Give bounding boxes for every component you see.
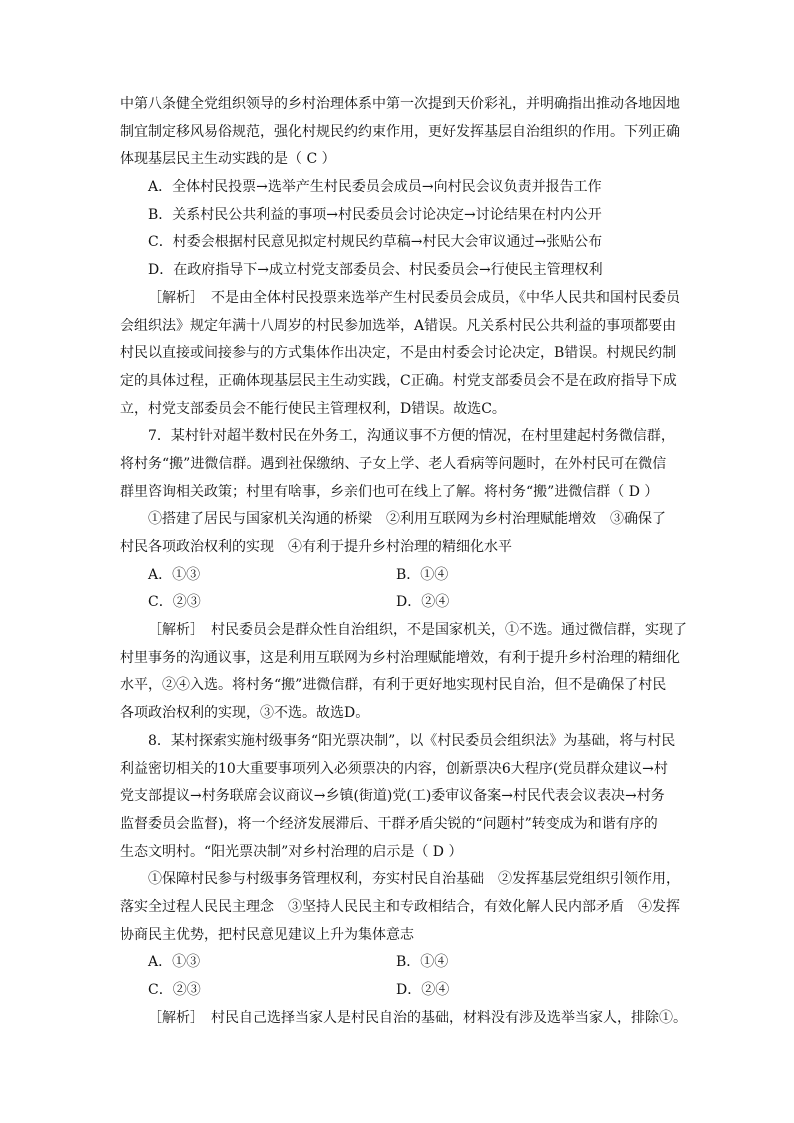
- text-line: 中第八条健全党组织领导的乡村治理体系中第一次提到天价彩礼，并明确指出推动各地因地: [120, 96, 680, 112]
- question-stem: 将村务“搬”进微信群。遇到社保缴纳、子女上学、老人看病等问题时，在外村民可在微信: [120, 455, 667, 472]
- question-7: [120, 423, 687, 728]
- question-stem: 8．某村探索实施村级事务“阳光票决制”，以《村民委员会组织法》为基础，将与村民: [148, 732, 676, 749]
- choice-row: [120, 977, 676, 1005]
- option-b: B．关系村民公共利益的事项→村民委员会讨论决定→讨论结果在村内公开: [148, 206, 602, 223]
- question-stem: 7．某村针对超半数村民在外务工，沟通议事不方便的情况，在村里建起村务微信群，: [148, 428, 675, 445]
- analysis-line: 水平，②④入选。将村务“搬”进微信群，有利于更好地实现村民自治，但不是确保了村民: [120, 677, 667, 694]
- statement-items: 协商民主优势，把村民意见建议上升为集体意志: [120, 926, 414, 943]
- analysis-line: 村民以直接或间接参与的方式集体作出决定，不是由村委会讨论决定，B错误。村规民约制: [120, 345, 677, 362]
- statement-items: ①搭建了居民与国家机关沟通的桥梁 ②利用互联网为乡村治理赋能增效 ③确保了: [148, 511, 666, 528]
- question-stem: 党支部提议→村务联席会议商议→乡镇(街道)党(工)委审议备案→村民代表会议表决→村务: [120, 788, 665, 805]
- choice-d: D．②④: [396, 594, 450, 611]
- option-a: A．全体村民投票→选举产生村民委员会成员→向村民会议负责并报告工作: [148, 179, 602, 196]
- question-8: [120, 728, 687, 1033]
- statement-items: 落实全过程人民民主理念 ③坚持人民民主和专政相结合，有效化解人民内部矛盾 ④发挥: [120, 898, 680, 915]
- choice-row: [120, 589, 676, 617]
- page-content: [120, 91, 687, 1032]
- choice-d: D．②④: [396, 982, 450, 998]
- analysis-line: ［解析］ 村民自己选择当家人是村民自治的基础，材料没有涉及选举当家人，排除①。: [148, 1009, 687, 1026]
- question-stem: 利益密切相关的10大重要事项列入必须票决的内容，创新票决6大程序(党员群众建议→村: [120, 760, 668, 777]
- choice-row: [120, 562, 676, 590]
- option-d: D．在政府指导下→成立村党支部委员会、村民委员会→行使民主管理权利: [148, 262, 603, 279]
- statement-items: ①保障村民参与村级事务管理权利，夯实村民自治基础 ②发挥基层党组织引领作用，: [148, 871, 680, 888]
- choice-row: [120, 949, 676, 977]
- analysis-line: 村里事务的沟通议事，这是利用互联网为乡村治理赋能增效，有利于提升乡村治理的精细化: [120, 649, 680, 666]
- analysis-line: 定的具体过程，正确体现基层民主生动实践，C正确。村党支部委员会不是在政府指导下成: [120, 372, 677, 389]
- analysis-block: [120, 285, 680, 423]
- choice-a: A．①③: [148, 566, 201, 583]
- choice-c: C．②③: [148, 982, 201, 998]
- text-line: 制宜制定移风易俗规范，强化村规民约约束作用，更好发挥基层自治组织的作用。下列正确: [120, 123, 680, 140]
- question-6-continuation: [120, 91, 680, 423]
- question-stem: 监督委员会监督)，将一个经济发展滞后、干群矛盾尖锐的“问题村”转变成为和谐有序的: [120, 815, 658, 832]
- analysis-line: 立，村党支部委员会不能行使民主管理权利，D错误。故选C。: [120, 400, 506, 417]
- choice-c: C．②③: [148, 594, 201, 611]
- statement-items: 村民各项政治权利的实现 ④有利于提升乡村治理的精细化水平: [120, 539, 512, 555]
- choice-a: A．①③: [148, 954, 201, 971]
- analysis-line: 会组织法》规定年满十八周岁的村民参加选举，A错误。凡关系村民公共利益的事项都要由: [120, 317, 677, 334]
- analysis-line: ［解析］ 村民委员会是群众性自治组织，不是国家机关，①不选。通过微信群，实现了: [148, 622, 687, 639]
- choice-b: B．①④: [396, 954, 449, 971]
- question-stem: 生态文明村。“阳光票决制”对乡村治理的启示是（ D ）: [120, 843, 463, 860]
- text-line: 体现基层民主生动实践的是（ C ）: [120, 151, 336, 168]
- analysis-block: [120, 1005, 687, 1033]
- analysis-line: 各项政治权利的实现，③不选。故选D。: [120, 705, 370, 722]
- analysis-block: [120, 617, 687, 728]
- option-c: C．村委会根据村民意见拟定村规民约草稿→村民大会审议通过→张贴公布: [148, 234, 603, 251]
- question-stem: 群里咨询相关政策；村里有啥事，乡亲们也可在线上了解。将村务“搬”进微信群（ D ）: [120, 483, 659, 500]
- choice-b: B．①④: [396, 566, 449, 583]
- analysis-line: ［解析］ 不是由全体村民投票来选举产生村民委员会成员，《中华人民共和国村民委员: [148, 289, 680, 306]
